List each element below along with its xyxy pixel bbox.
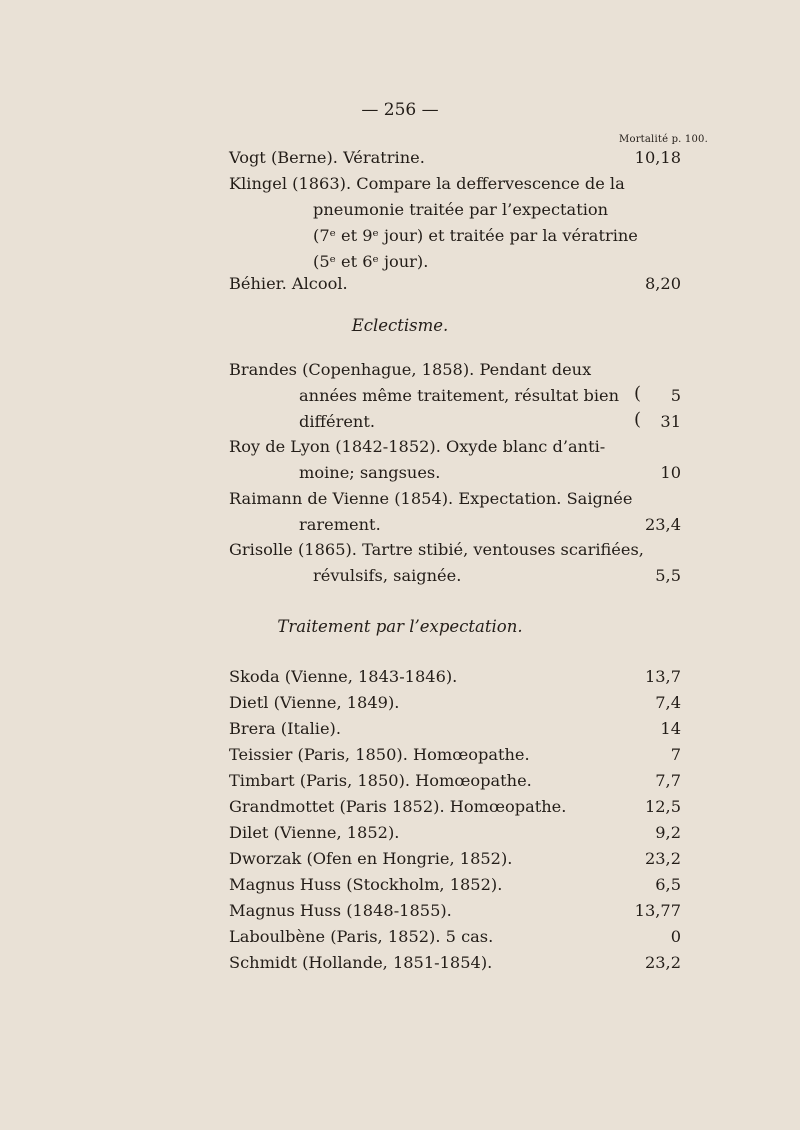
- entry-raimann: [229, 486, 681, 538]
- list-item: [229, 690, 681, 716]
- list-item: [229, 768, 681, 794]
- entry-vogt: [229, 145, 681, 171]
- mortality-value: 6,5: [655, 875, 681, 894]
- brace-glyph: (: [633, 383, 641, 404]
- list-item: [229, 716, 681, 742]
- entry-text: Dilet (Vienne, 1852).: [229, 823, 400, 842]
- page-number: — 256 —: [361, 100, 439, 120]
- entry-text: Roy de Lyon (1842-1852). Oxyde blanc d’anti-: [229, 437, 606, 456]
- entry-grisolle: [229, 537, 681, 589]
- mortality-value: 10,18: [634, 148, 681, 167]
- entry-text: Brera (Italie).: [229, 719, 342, 738]
- expectation-list: [229, 664, 681, 976]
- mortality-value: 13,7: [644, 667, 681, 686]
- entry-text: Klingel (1863). Compare la deffervescence de la: [229, 174, 625, 193]
- mortality-value: 23,2: [644, 953, 681, 972]
- entry-text: (7ᵉ et 9ᵉ jour) et traitée par la vératrine: [313, 226, 638, 245]
- entry-text: Laboulbène (Paris, 1852). 5 cas.: [229, 927, 494, 946]
- entry-text: Dietl (Vienne, 1849).: [229, 693, 400, 712]
- mortality-value: 13,77: [634, 901, 681, 920]
- entry-text: Schmidt (Hollande, 1851-1854).: [229, 953, 493, 972]
- entry-roy: [229, 434, 681, 486]
- section-heading-expectation: Traitement par l’expectation.: [277, 617, 523, 636]
- entry-text: rarement.: [299, 515, 381, 534]
- list-item: [229, 924, 681, 950]
- entry-text: Teissier (Paris, 1850). Homœopathe.: [229, 745, 530, 764]
- mortality-value: 7,7: [655, 771, 681, 790]
- entry-text: Dworzak (Ofen en Hongrie, 1852).: [229, 849, 513, 868]
- entry-klingel: [229, 171, 681, 275]
- mortality-value: 8,20: [644, 274, 681, 293]
- mortality-column-header: Mortalité p. 100.: [619, 134, 708, 145]
- entry-text: Grisolle (1865). Tartre stibié, ventouses scarifiées,: [229, 540, 644, 559]
- list-item: [229, 742, 681, 768]
- entry-text: différent.: [299, 412, 376, 431]
- entry-text: Timbart (Paris, 1850). Homœopathe.: [229, 771, 532, 790]
- entry-text: années même traitement, résultat bien: [299, 386, 620, 405]
- mortality-value: 9,2: [655, 823, 681, 842]
- list-item: [229, 664, 681, 690]
- entry-brandes: [229, 357, 681, 435]
- list-item: [229, 794, 681, 820]
- section-heading-eclectisme: Eclectisme.: [351, 316, 449, 335]
- entry-text: Magnus Huss (1848-1855).: [229, 901, 452, 920]
- entry-text: Raimann de Vienne (1854). Expectation. Saignée: [229, 489, 633, 508]
- entry-text: Magnus Huss (Stockholm, 1852).: [229, 875, 503, 894]
- entry-text: Béhier. Alcool.: [229, 274, 348, 293]
- entry-behier: [229, 271, 681, 297]
- entry-text: pneumonie traitée par l’expectation: [313, 200, 609, 219]
- entry-text: révulsifs, saignée.: [313, 566, 462, 585]
- entry-text: Grandmottet (Paris 1852). Homœopathe.: [229, 797, 567, 816]
- list-item: [229, 898, 681, 924]
- entry-text: Vogt (Berne). Vératrine.: [229, 148, 425, 167]
- entry-text: Skoda (Vienne, 1843-1846).: [229, 667, 458, 686]
- entry-text: Brandes (Copenhague, 1858). Pendant deux: [229, 360, 592, 379]
- list-item: [229, 950, 681, 976]
- mortality-value: 14: [660, 719, 681, 738]
- mortality-value: 5,5: [655, 566, 681, 585]
- list-item: [229, 872, 681, 898]
- mortality-value: 23,4: [644, 515, 681, 534]
- mortality-value: 23,2: [644, 849, 681, 868]
- brace-glyph: (: [633, 409, 641, 430]
- entry-text: (5ᵉ et 6ᵉ jour).: [313, 252, 429, 271]
- mortality-value: 12,5: [644, 797, 681, 816]
- list-item: [229, 846, 681, 872]
- mortality-value: 10: [660, 463, 681, 482]
- mortality-value: 7: [670, 745, 681, 764]
- list-item: [229, 820, 681, 846]
- mortality-value: 5: [670, 386, 681, 405]
- mortality-value: 0: [670, 927, 681, 946]
- mortality-value: 7,4: [655, 693, 681, 712]
- entry-text: moine; sangsues.: [299, 463, 441, 482]
- mortality-value: 31: [660, 412, 681, 431]
